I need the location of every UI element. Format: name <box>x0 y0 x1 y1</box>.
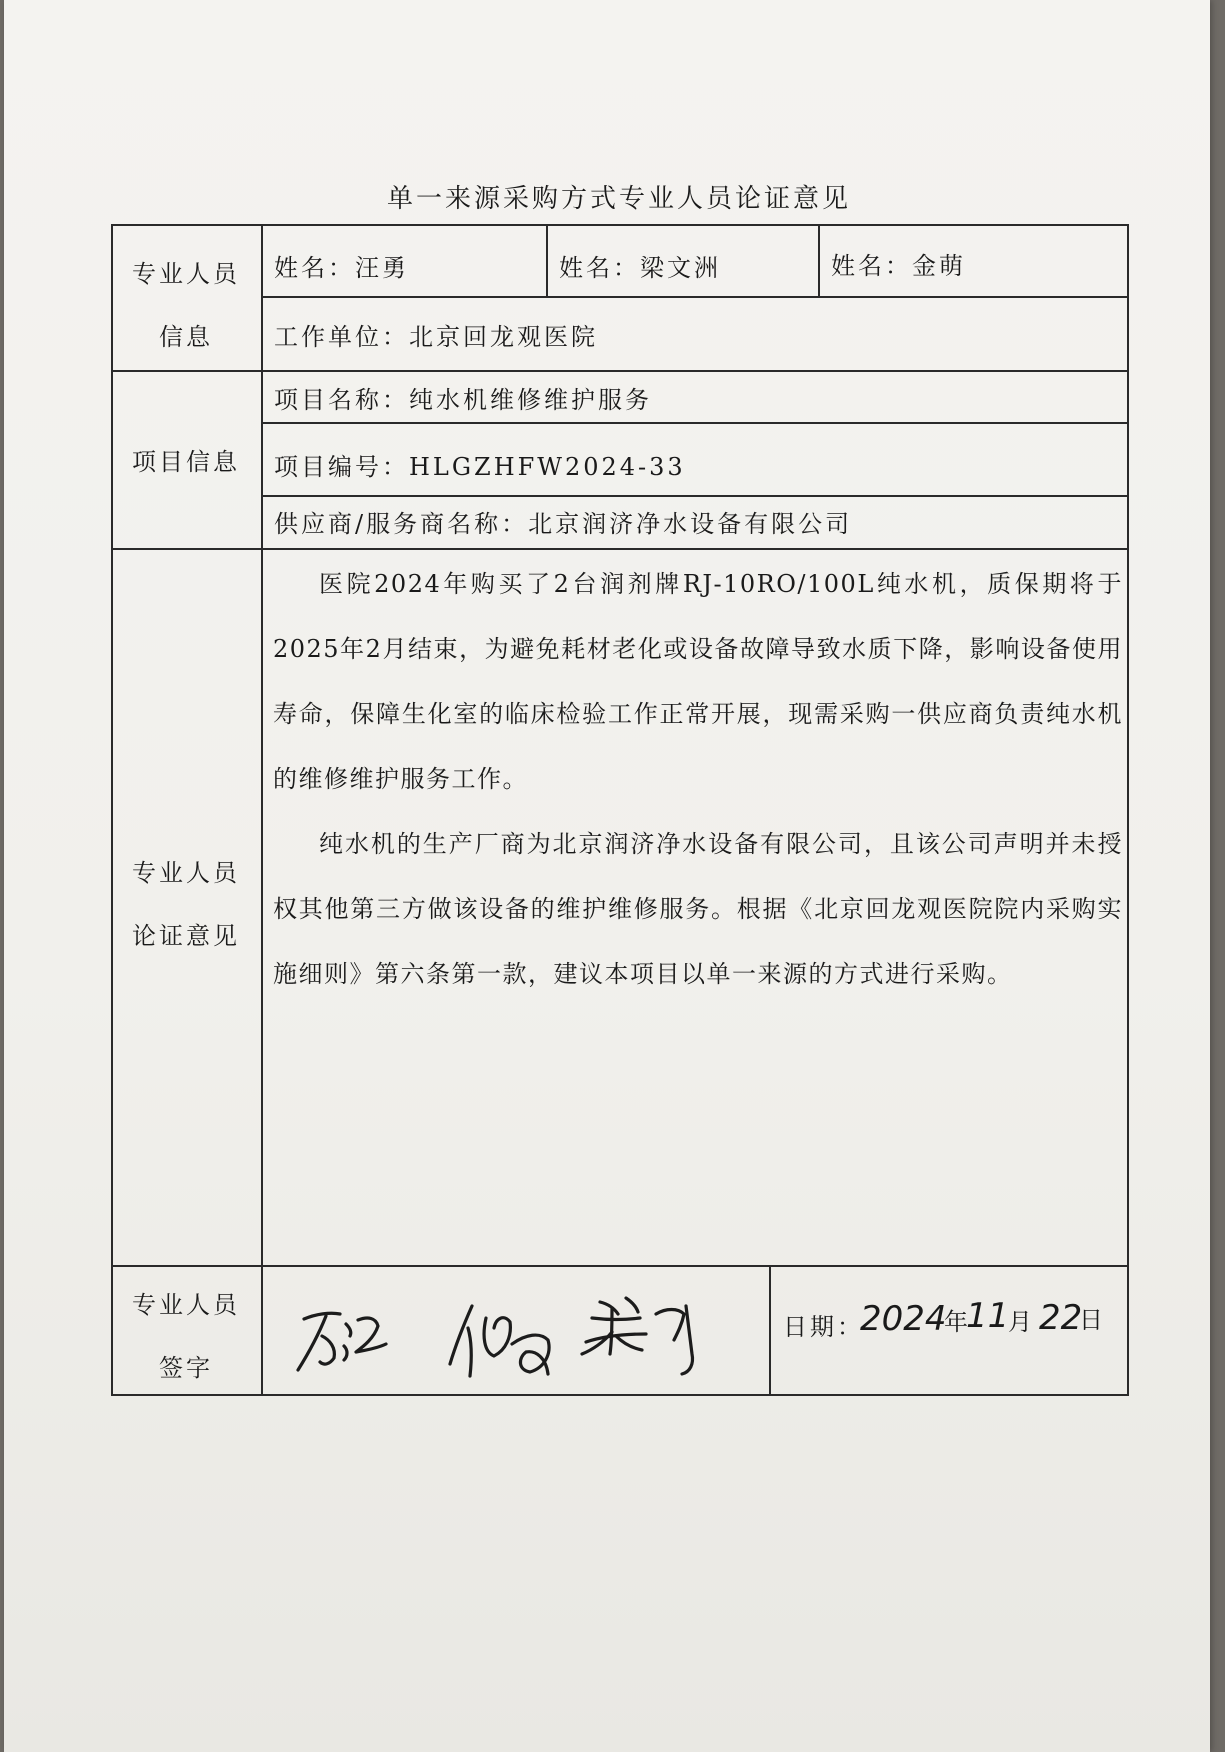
date-day: 22 <box>1039 1298 1083 1338</box>
divider-expert-project <box>111 370 1129 372</box>
work-unit: 工作单位：北京回龙观医院 <box>274 323 598 351</box>
divider-names-workunit <box>261 296 1129 298</box>
signature-label-line1: 专业人员 <box>132 1291 240 1319</box>
divider-projname-projno <box>261 422 1129 424</box>
expert-info-label-line1: 专业人员 <box>132 260 240 288</box>
opinion-table <box>111 224 1129 1394</box>
expert-name-3: 姓名：金萌 <box>831 252 966 280</box>
expert-name-1: 姓名：汪勇 <box>274 254 409 282</box>
date-year: 2024 <box>860 1299 947 1339</box>
expert-info-label-line2: 信息 <box>159 323 213 351</box>
date-day-unit: 日 <box>1079 1306 1106 1334</box>
date-year-unit: 年 <box>944 1308 971 1336</box>
document-page <box>4 0 1210 1752</box>
date-label: 日期： <box>783 1313 864 1341</box>
opinion-paragraph-2: 纯水机的生产厂商为北京润济净水设备有限公司，且该公司声明并未授权其他第三方做该设备的维护维修服务。根据《北京回龙观医院院内采购实施细则》第六条第一款，建议本项目以单一来源的方式进行采购。 <box>273 830 1123 988</box>
divider-project-opinion <box>111 548 1129 550</box>
supplier-name: 供应商/服务商名称：北京润济净水设备有限公司 <box>274 510 853 538</box>
opinion-paragraph-1: 医院2024年购买了2台润剂牌RJ-10RO/100L纯水机，质保期将于2025年2月结束，为避免耗材老化或设备故障导致水质下降，影响设备使用寿命，保障生化室的临床检验工作正常开展，现需采购一供应商负责纯水机的维修维护服务工作。 <box>273 570 1123 793</box>
divider-projno-supplier <box>261 495 1129 497</box>
table-border-bottom <box>111 1394 1129 1396</box>
divider-name-2-3 <box>818 224 820 297</box>
project-info-label: 项目信息 <box>132 448 240 476</box>
expert-name-2: 姓名：梁文洲 <box>559 254 721 282</box>
opinion-label-line1: 专业人员 <box>132 859 240 887</box>
date-month-unit: 月 <box>1008 1308 1035 1336</box>
table-border-right <box>1127 224 1129 1395</box>
table-border-top <box>111 224 1129 226</box>
label-column-divider <box>261 224 263 1395</box>
divider-opinion-signature <box>111 1265 1129 1267</box>
date-month: 11 <box>966 1296 1010 1336</box>
table-border-left <box>111 224 113 1395</box>
divider-signature-date <box>769 1265 771 1395</box>
document-title: 单一来源采购方式专业人员论证意见 <box>386 184 851 214</box>
signature-label-line2: 签字 <box>159 1354 213 1382</box>
opinion-label-line2: 论证意见 <box>132 922 240 950</box>
project-number: 项目编号：HLGZHFW2024-33 <box>274 453 686 481</box>
divider-name-1-2 <box>546 224 548 297</box>
project-name: 项目名称：纯水机维修维护服务 <box>274 386 652 414</box>
handwritten-signatures <box>286 1284 746 1389</box>
